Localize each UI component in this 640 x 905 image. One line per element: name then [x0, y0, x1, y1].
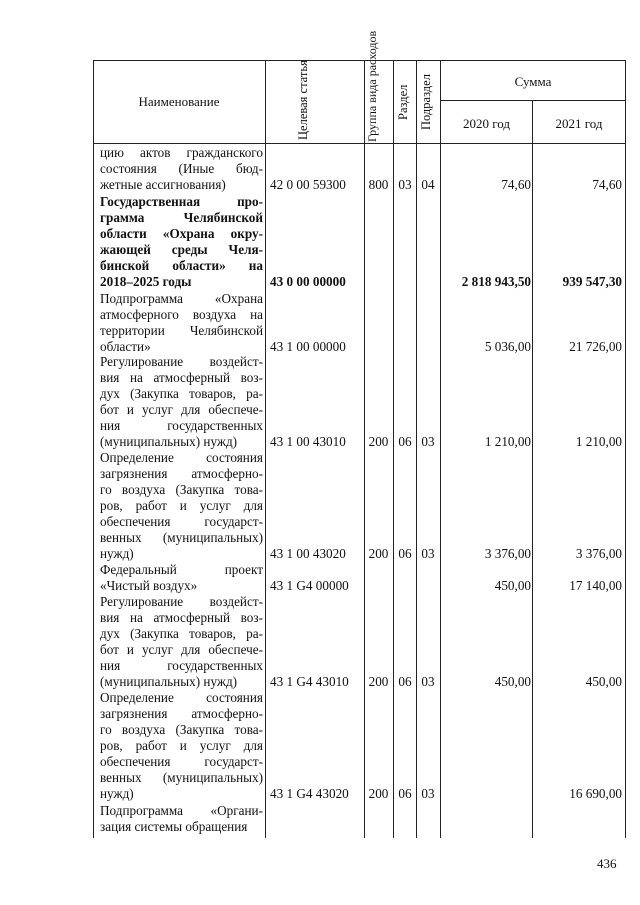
row-code: 43 1 G4 43020 — [270, 786, 349, 801]
row-name — [100, 354, 263, 450]
row-name-line: го воздуха (Закупка това- — [100, 482, 263, 497]
row-name-line: ров, работ и услуг для — [100, 498, 263, 513]
row-section: 06 — [398, 674, 412, 689]
row-sum-2021: 21 726,00 — [569, 339, 622, 354]
row-name-line: ния государственных — [100, 658, 263, 673]
row-group: 800 — [368, 177, 389, 192]
row-name-line: обеспечения государст- — [100, 754, 263, 769]
row-group: 200 — [368, 786, 389, 801]
row-sum-2021: 450,00 — [585, 674, 622, 689]
header-bottom-border — [93, 143, 625, 144]
row-group: 200 — [368, 546, 389, 561]
row-name — [100, 194, 263, 290]
row-name-line: дух (Закупка товаров, ра- — [100, 626, 263, 641]
row-name — [100, 450, 263, 562]
row-name-line: Государственная про- — [100, 194, 263, 209]
row-name-line: Федеральный проект — [100, 562, 263, 577]
row-name-line: зация системы обращения — [100, 819, 248, 834]
header-code: Целевая статья — [296, 60, 310, 140]
row-subsection: 03 — [421, 674, 435, 689]
row-name-line: го воздуха (Закупка това- — [100, 722, 263, 737]
row-name-line: Определение состояния — [100, 450, 263, 465]
row-name-line: бот и услуг для обеспече- — [100, 642, 263, 657]
col-border — [625, 60, 626, 838]
row-name — [100, 594, 263, 690]
header-section: Раздел — [396, 84, 410, 120]
row-name-line: вия на атмосферный воз- — [100, 610, 263, 625]
row-code: 43 1 00 43020 — [270, 546, 346, 561]
row-group: 200 — [368, 434, 389, 449]
row-sum-2021: 939 547,30 — [562, 274, 622, 289]
row-name-line: (муниципальных) нужд) — [100, 434, 238, 449]
row-name — [100, 291, 263, 355]
row-code: 43 1 G4 00000 — [270, 578, 349, 593]
row-sum-2020: 1 210,00 — [484, 434, 531, 449]
row-sum-2020: 450,00 — [494, 578, 531, 593]
page-number: 436 — [597, 856, 617, 871]
row-code: 43 0 00 00000 — [270, 274, 346, 289]
row-name-line: области» — [100, 339, 151, 354]
row-section: 03 — [398, 177, 412, 192]
row-name-line: грамма Челябинской — [100, 210, 263, 225]
row-name-line: Подпрограмма «Органи- — [100, 803, 263, 818]
col-border — [393, 60, 394, 838]
header-sum: Сумма — [514, 74, 552, 89]
row-subsection: 03 — [421, 434, 435, 449]
row-name-line: территории Челябинской — [100, 323, 263, 338]
row-name-line: обеспечения государст- — [100, 514, 263, 529]
row-name-line: бинской области» на — [100, 258, 263, 273]
row-name-line: (муниципальных) нужд) — [100, 674, 238, 689]
row-name-line: венных (муниципальных) — [100, 770, 263, 785]
row-code: 43 1 00 00000 — [270, 339, 346, 354]
row-sum-2021: 16 690,00 — [569, 786, 622, 801]
row-subsection: 03 — [421, 786, 435, 801]
row-name-line: жетные ассигнования) — [100, 177, 226, 192]
row-name-line: загрязнения атмосферно- — [100, 466, 263, 481]
row-name-line: ров, работ и услуг для — [100, 738, 263, 753]
row-name-line: нужд) — [100, 786, 134, 801]
header-name: Наименование — [138, 94, 220, 109]
row-sum-2020: 74,60 — [501, 177, 531, 192]
col-border — [93, 60, 94, 838]
row-name-line: области «Охрана окру- — [100, 226, 263, 241]
row-name-line: Подпрограмма «Охрана — [100, 291, 263, 306]
sum-header-divider — [441, 100, 625, 101]
header-group: Группа вида расходов — [365, 30, 379, 142]
row-name — [100, 803, 263, 835]
row-name-line: Регулирование воздейст- — [100, 594, 263, 609]
row-section: 06 — [398, 546, 412, 561]
row-sum-2020: 2 818 943,50 — [461, 274, 531, 289]
row-name-line: нужд) — [100, 546, 134, 561]
row-name-line: Регулирование воздейст- — [100, 354, 263, 369]
row-name-line: «Чистый воздух» — [100, 578, 198, 593]
row-name-line: дух (Закупка товаров, ра- — [100, 386, 263, 401]
row-code: 43 1 00 43010 — [270, 434, 346, 449]
row-name-line: ния государственных — [100, 418, 263, 433]
row-name-line: атмосферного воздуха на — [100, 307, 263, 322]
row-name-line: венных (муниципальных) — [100, 530, 263, 545]
row-subsection: 04 — [421, 177, 435, 192]
table-top-border — [93, 60, 625, 61]
row-name-line: бот и услуг для обеспече- — [100, 402, 263, 417]
header-2021: 2021 год — [555, 116, 603, 131]
row-sum-2021: 3 376,00 — [575, 546, 622, 561]
row-name — [100, 690, 263, 802]
row-section: 06 — [398, 786, 412, 801]
row-name-line: цию актов гражданского — [100, 145, 263, 160]
col-border — [532, 100, 533, 838]
row-name-line: вия на атмосферный воз- — [100, 370, 263, 385]
row-sum-2020: 5 036,00 — [484, 339, 531, 354]
row-sum-2021: 74,60 — [592, 177, 622, 192]
row-name-line: жающей среды Челя- — [100, 242, 263, 257]
row-name-line: Определение состояния — [100, 690, 263, 705]
row-name — [100, 145, 263, 193]
row-sum-2021: 17 140,00 — [569, 578, 622, 593]
row-sum-2020: 3 376,00 — [484, 546, 531, 561]
row-group: 200 — [368, 674, 389, 689]
row-sum-2020: 450,00 — [494, 674, 531, 689]
row-name-line: загрязнения атмосферно- — [100, 706, 263, 721]
row-name-line: состояния (Иные бюд- — [100, 161, 263, 176]
row-subsection: 03 — [421, 546, 435, 561]
row-code: 42 0 00 59300 — [270, 177, 346, 192]
header-subsection: Подраздел — [419, 74, 433, 130]
header-2020: 2020 год — [463, 116, 510, 131]
col-border — [265, 60, 266, 838]
row-code: 43 1 G4 43010 — [270, 674, 349, 689]
row-name-line: 2018–2025 годы — [100, 274, 192, 289]
row-section: 06 — [398, 434, 412, 449]
row-sum-2021: 1 210,00 — [575, 434, 622, 449]
row-name — [100, 562, 263, 594]
